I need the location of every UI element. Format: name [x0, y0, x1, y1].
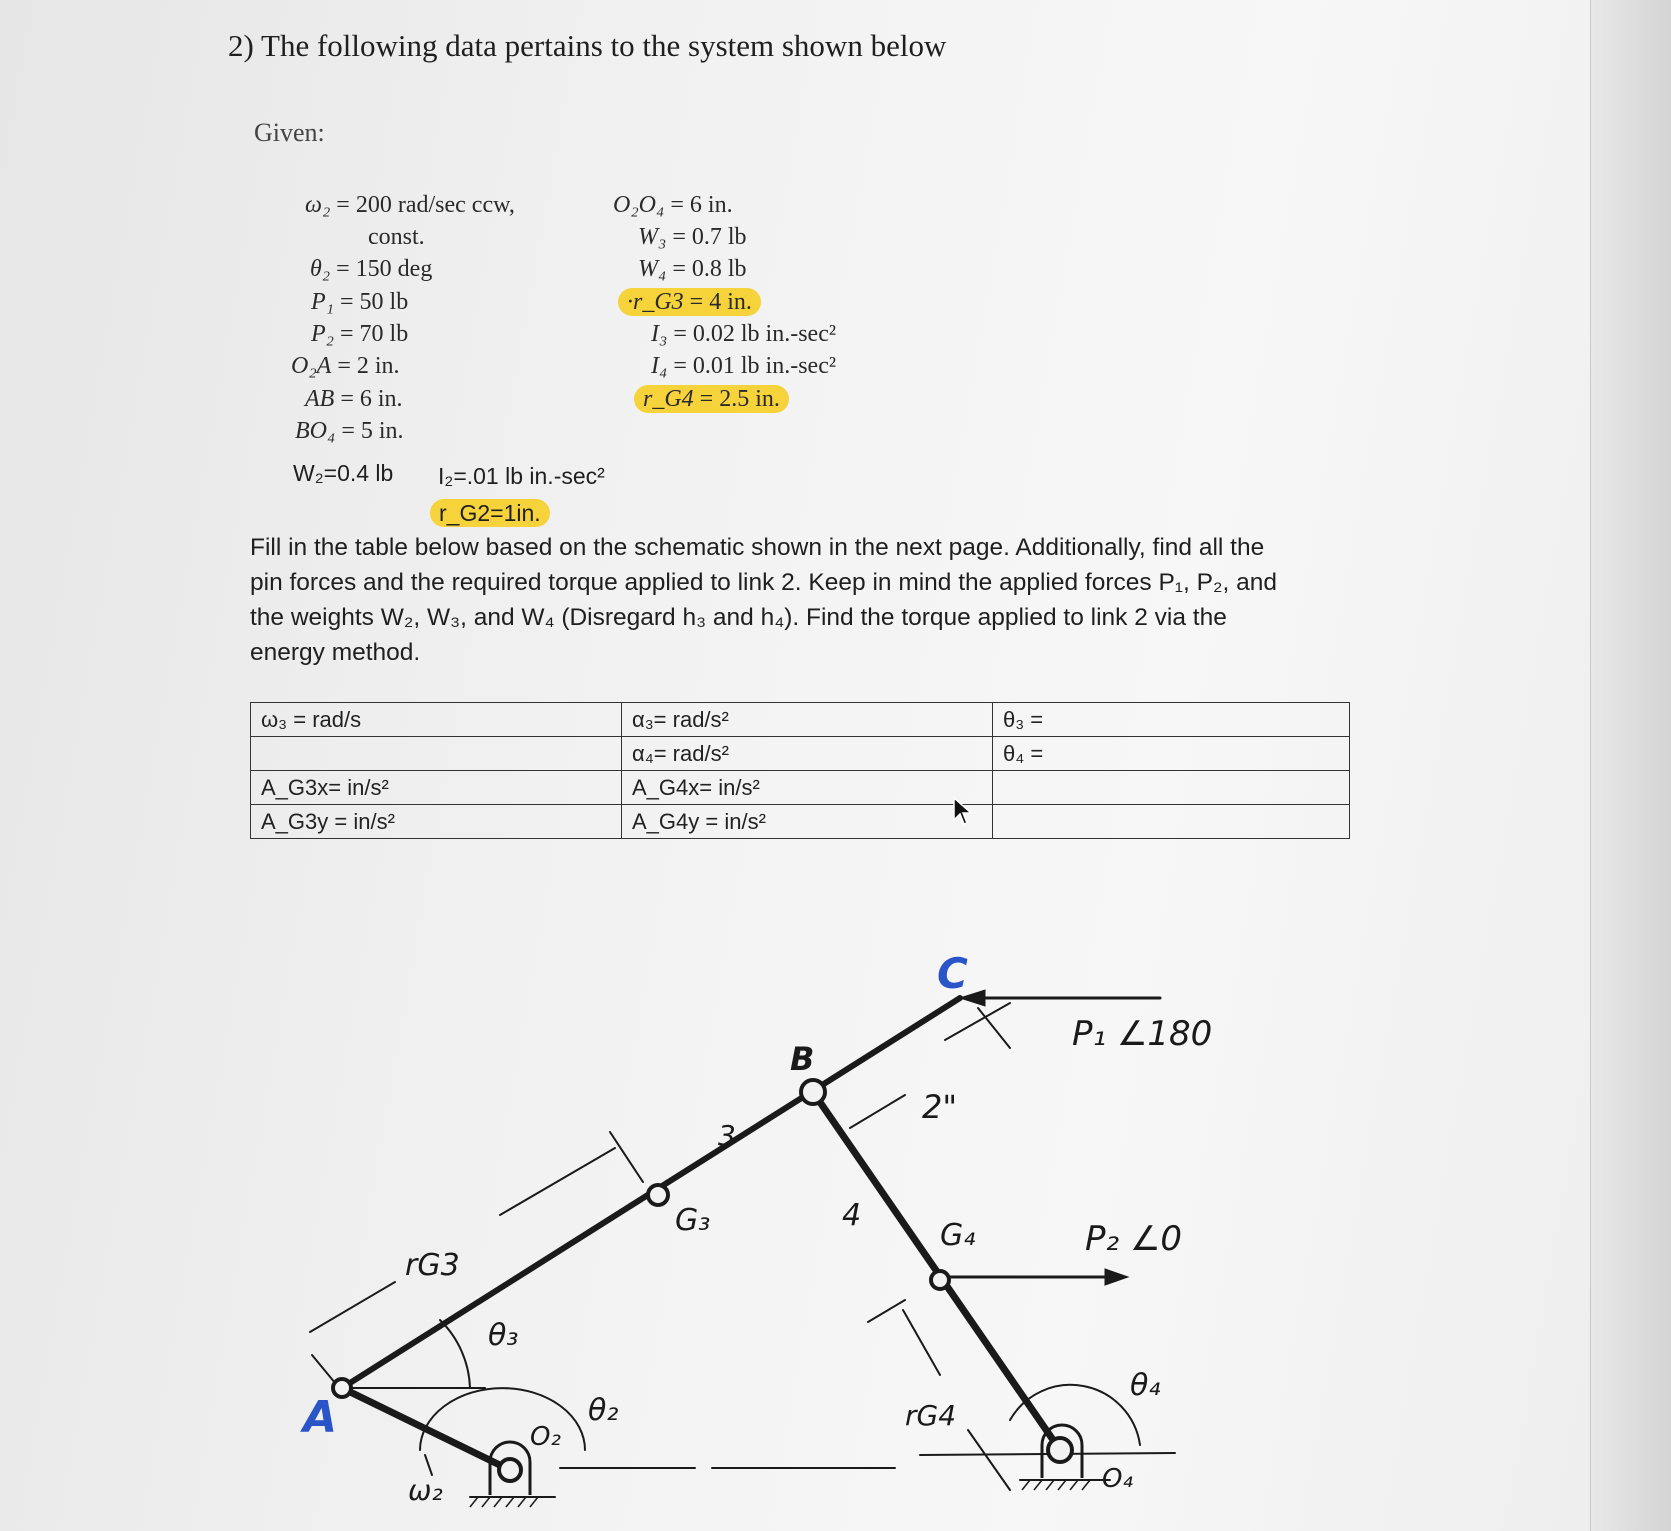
given-ab: AB = 6 in.: [305, 386, 403, 412]
label-theta4: θ₄: [1130, 1368, 1161, 1403]
given-const: const.: [368, 224, 425, 250]
given-i2: I₂=.01 lb in.-sec²: [438, 463, 605, 489]
given-theta2: θ₂ = 150 deg: [310, 256, 433, 282]
given-w2: W₂=0.4 lb: [293, 460, 394, 486]
two-inch-dimension: [978, 1008, 1010, 1048]
given-bo4: BO₄ = 5 in.: [295, 418, 404, 444]
label-p1: P₁ ∠180: [1072, 1014, 1213, 1054]
screen-edge: [1590, 0, 1671, 1531]
rg3-dimension: [610, 1132, 643, 1182]
label-o2: O₂: [530, 1422, 561, 1452]
instructions-line: energy method.: [250, 639, 421, 666]
given-o2a: O₂A = 2 in.: [291, 353, 400, 379]
table-cell[interactable]: α₄= rad/s²: [622, 737, 993, 771]
label-link4: 4: [842, 1198, 862, 1233]
label-g4: G₄: [940, 1218, 976, 1253]
label-theta3: θ₃: [488, 1318, 519, 1353]
given-p2: P₂ = 70 lb: [311, 321, 409, 347]
given-omega2: ω₂ = 200 rad/sec ccw,: [305, 192, 515, 218]
label-rg4: rG4: [905, 1399, 957, 1432]
p2-arrowhead: [1105, 1269, 1128, 1285]
pin-g4: [931, 1271, 949, 1289]
given-w4: W₄ = 0.8 lb: [638, 256, 747, 282]
instructions-line: pin forces and the required torque applied to link 2. Keep in mind the applied forces P₁, P₂, and: [250, 569, 1278, 596]
instructions-line: the weights W₂, W₃, and W₄ (Disregard h₃ and h₄). Find the torque applied to link 2 via the: [250, 604, 1227, 631]
label-rg3: rG3: [405, 1248, 460, 1283]
given-rg4: r_G4 = 2.5 in.: [634, 386, 789, 413]
table-cell[interactable]: α₃= rad/s²: [622, 703, 993, 737]
given-w3: W₃ = 0.7 lb: [638, 224, 747, 250]
given-i4: I₄ = 0.01 lb in.-sec²: [651, 353, 837, 379]
problem-title: 2) The following data pertains to the system shown below: [228, 28, 947, 63]
table-cell[interactable]: θ₃ =: [993, 703, 1350, 737]
theta3-arc: [440, 1320, 470, 1388]
given-rg3: ·r_G3 = 4 in.: [618, 289, 761, 316]
pin-g3: [648, 1185, 668, 1205]
table-cell[interactable]: A_G4y = in/s²: [622, 805, 993, 839]
label-link3: 3: [718, 1119, 736, 1152]
given-p1: P₁ = 50 lb: [311, 289, 409, 315]
instructions-line: Fill in the table below based on the schematic shown in the next page. Additionally, find all the: [250, 534, 1265, 561]
table-cell[interactable]: θ₄ =: [993, 737, 1350, 771]
rg3-dimension: [500, 1148, 615, 1215]
given-label: Given:: [254, 118, 325, 147]
theta4-arc: [1010, 1385, 1140, 1445]
pin-o2: [499, 1459, 521, 1481]
label-a: A: [303, 1392, 338, 1443]
table-cell[interactable]: A_G3y = in/s²: [251, 805, 622, 839]
table-cell[interactable]: ω₃ = rad/s: [251, 703, 622, 737]
pin-b: [801, 1080, 825, 1104]
pin-o4: [1048, 1438, 1072, 1462]
table-cell[interactable]: A_G4x= in/s²: [622, 771, 993, 805]
label-b: B: [790, 1040, 815, 1078]
given-o2o4: O₂O₄ = 6 in.: [613, 192, 733, 218]
label-p2: P₂ ∠0: [1085, 1219, 1183, 1259]
label-c: C: [937, 949, 968, 998]
label-theta2: θ₂: [588, 1393, 619, 1428]
rg4-dimension: [903, 1310, 940, 1375]
label-g3: G₃: [675, 1203, 711, 1238]
table-cell[interactable]: A_G3x= in/s²: [251, 771, 622, 805]
given-i3: I₃ = 0.02 lb in.-sec²: [651, 321, 837, 347]
rg4-dimension: [868, 1300, 905, 1322]
label-two-inch: 2": [922, 1088, 958, 1126]
rg4-dimension: [968, 1430, 1010, 1490]
given-rg2: r_G2=1in.: [430, 500, 550, 527]
rg3-dimension: [310, 1282, 395, 1332]
omega2-arrow: [425, 1455, 432, 1475]
label-o4: O₄: [1102, 1464, 1133, 1494]
label-omega2: ω₂: [408, 1474, 443, 1507]
two-inch-dimension: [850, 1095, 905, 1128]
